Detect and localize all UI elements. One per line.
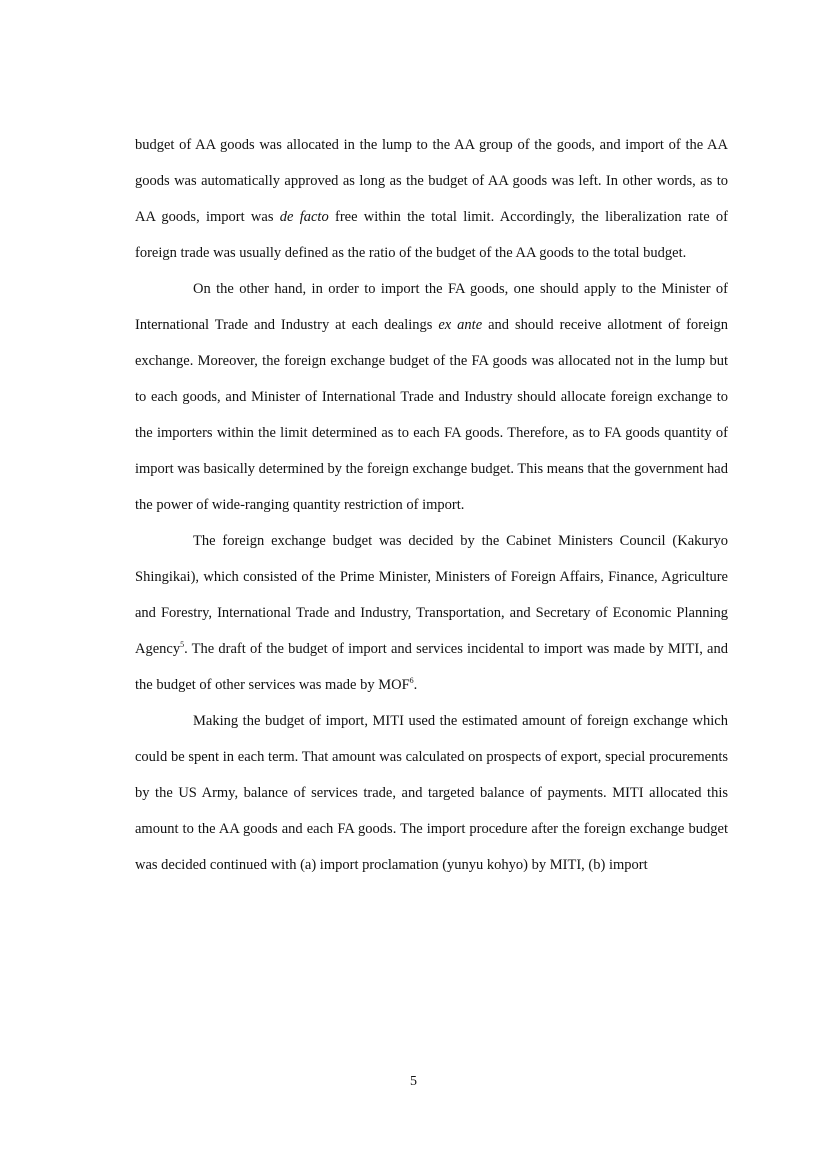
paragraph-1-italic: de facto bbox=[279, 209, 329, 225]
paragraph-4 bbox=[135, 703, 728, 883]
paragraph-1-text: budget of AA goods was allocated in the lump to the AA group of the goods, and import of the AA goods was automatically approved as long as the budget of AA goods was left. In other words, as to AA goods, import was bbox=[135, 137, 728, 225]
paragraph-3-text-after: . bbox=[413, 677, 418, 693]
paragraph-2-text: On the other hand, in order to import the FA goods, one should apply to the Minister of International Trade and Industry at each dealings bbox=[135, 281, 728, 333]
page-number: 5 bbox=[410, 1074, 417, 1089]
paragraph-2-italic: ex ante bbox=[438, 317, 483, 333]
footnote-ref-6: 6 bbox=[409, 676, 414, 686]
paragraph-1 bbox=[135, 127, 728, 271]
paragraph-3-text: The foreign exchange budget was decided by the Cabinet Ministers Council (Kakuryo Shingikai), which consisted of the Prime Minister, Ministers of Foreign Affairs, Finance, Agriculture and Forestry, International Trade and Industry, Transportation, and Secretary of Economic Planning Agency bbox=[135, 533, 728, 657]
paragraph-4-text: Making the budget of import, MITI used the estimated amount of foreign exchange which could be spent in each term. That amount was calculated on prospects of export, special procurements by the US Army, balance of services trade, and targeted balance of payments. MITI allocated this amount to the AA goods and each FA goods. The import procedure after the foreign exchange budget was decided continued with (a) import proclamation (yunyu kohyo) by MITI, (b) import bbox=[135, 713, 728, 873]
footnote-ref-5: 5 bbox=[180, 640, 185, 650]
paragraph-2-text-after: and should receive allotment of foreign exchange. Moreover, the foreign exchange budget of the FA goods was allocated not in the lump but to each goods, and Minister of International Trade and Industry should allocate foreign exchange to the importers within the limit determined as to each FA goods. Therefore, as to FA goods quantity of import was basically determined by the foreign exchange budget. This means that the government had the power of wide-ranging quantity restriction of import. bbox=[135, 317, 728, 513]
paragraph-2 bbox=[135, 271, 728, 523]
paragraph-1-text-after: free within the total limit. Accordingly, the liberalization rate of foreign trade was usually defined as the ratio of the budget of the AA goods to the total budget. bbox=[135, 209, 728, 261]
paragraph-3-text-mid: . The draft of the budget of import and services incidental to import was made by MITI, and the budget of other services was made by MOF bbox=[135, 641, 728, 693]
body-text bbox=[135, 127, 728, 883]
paragraph-3 bbox=[135, 523, 728, 703]
